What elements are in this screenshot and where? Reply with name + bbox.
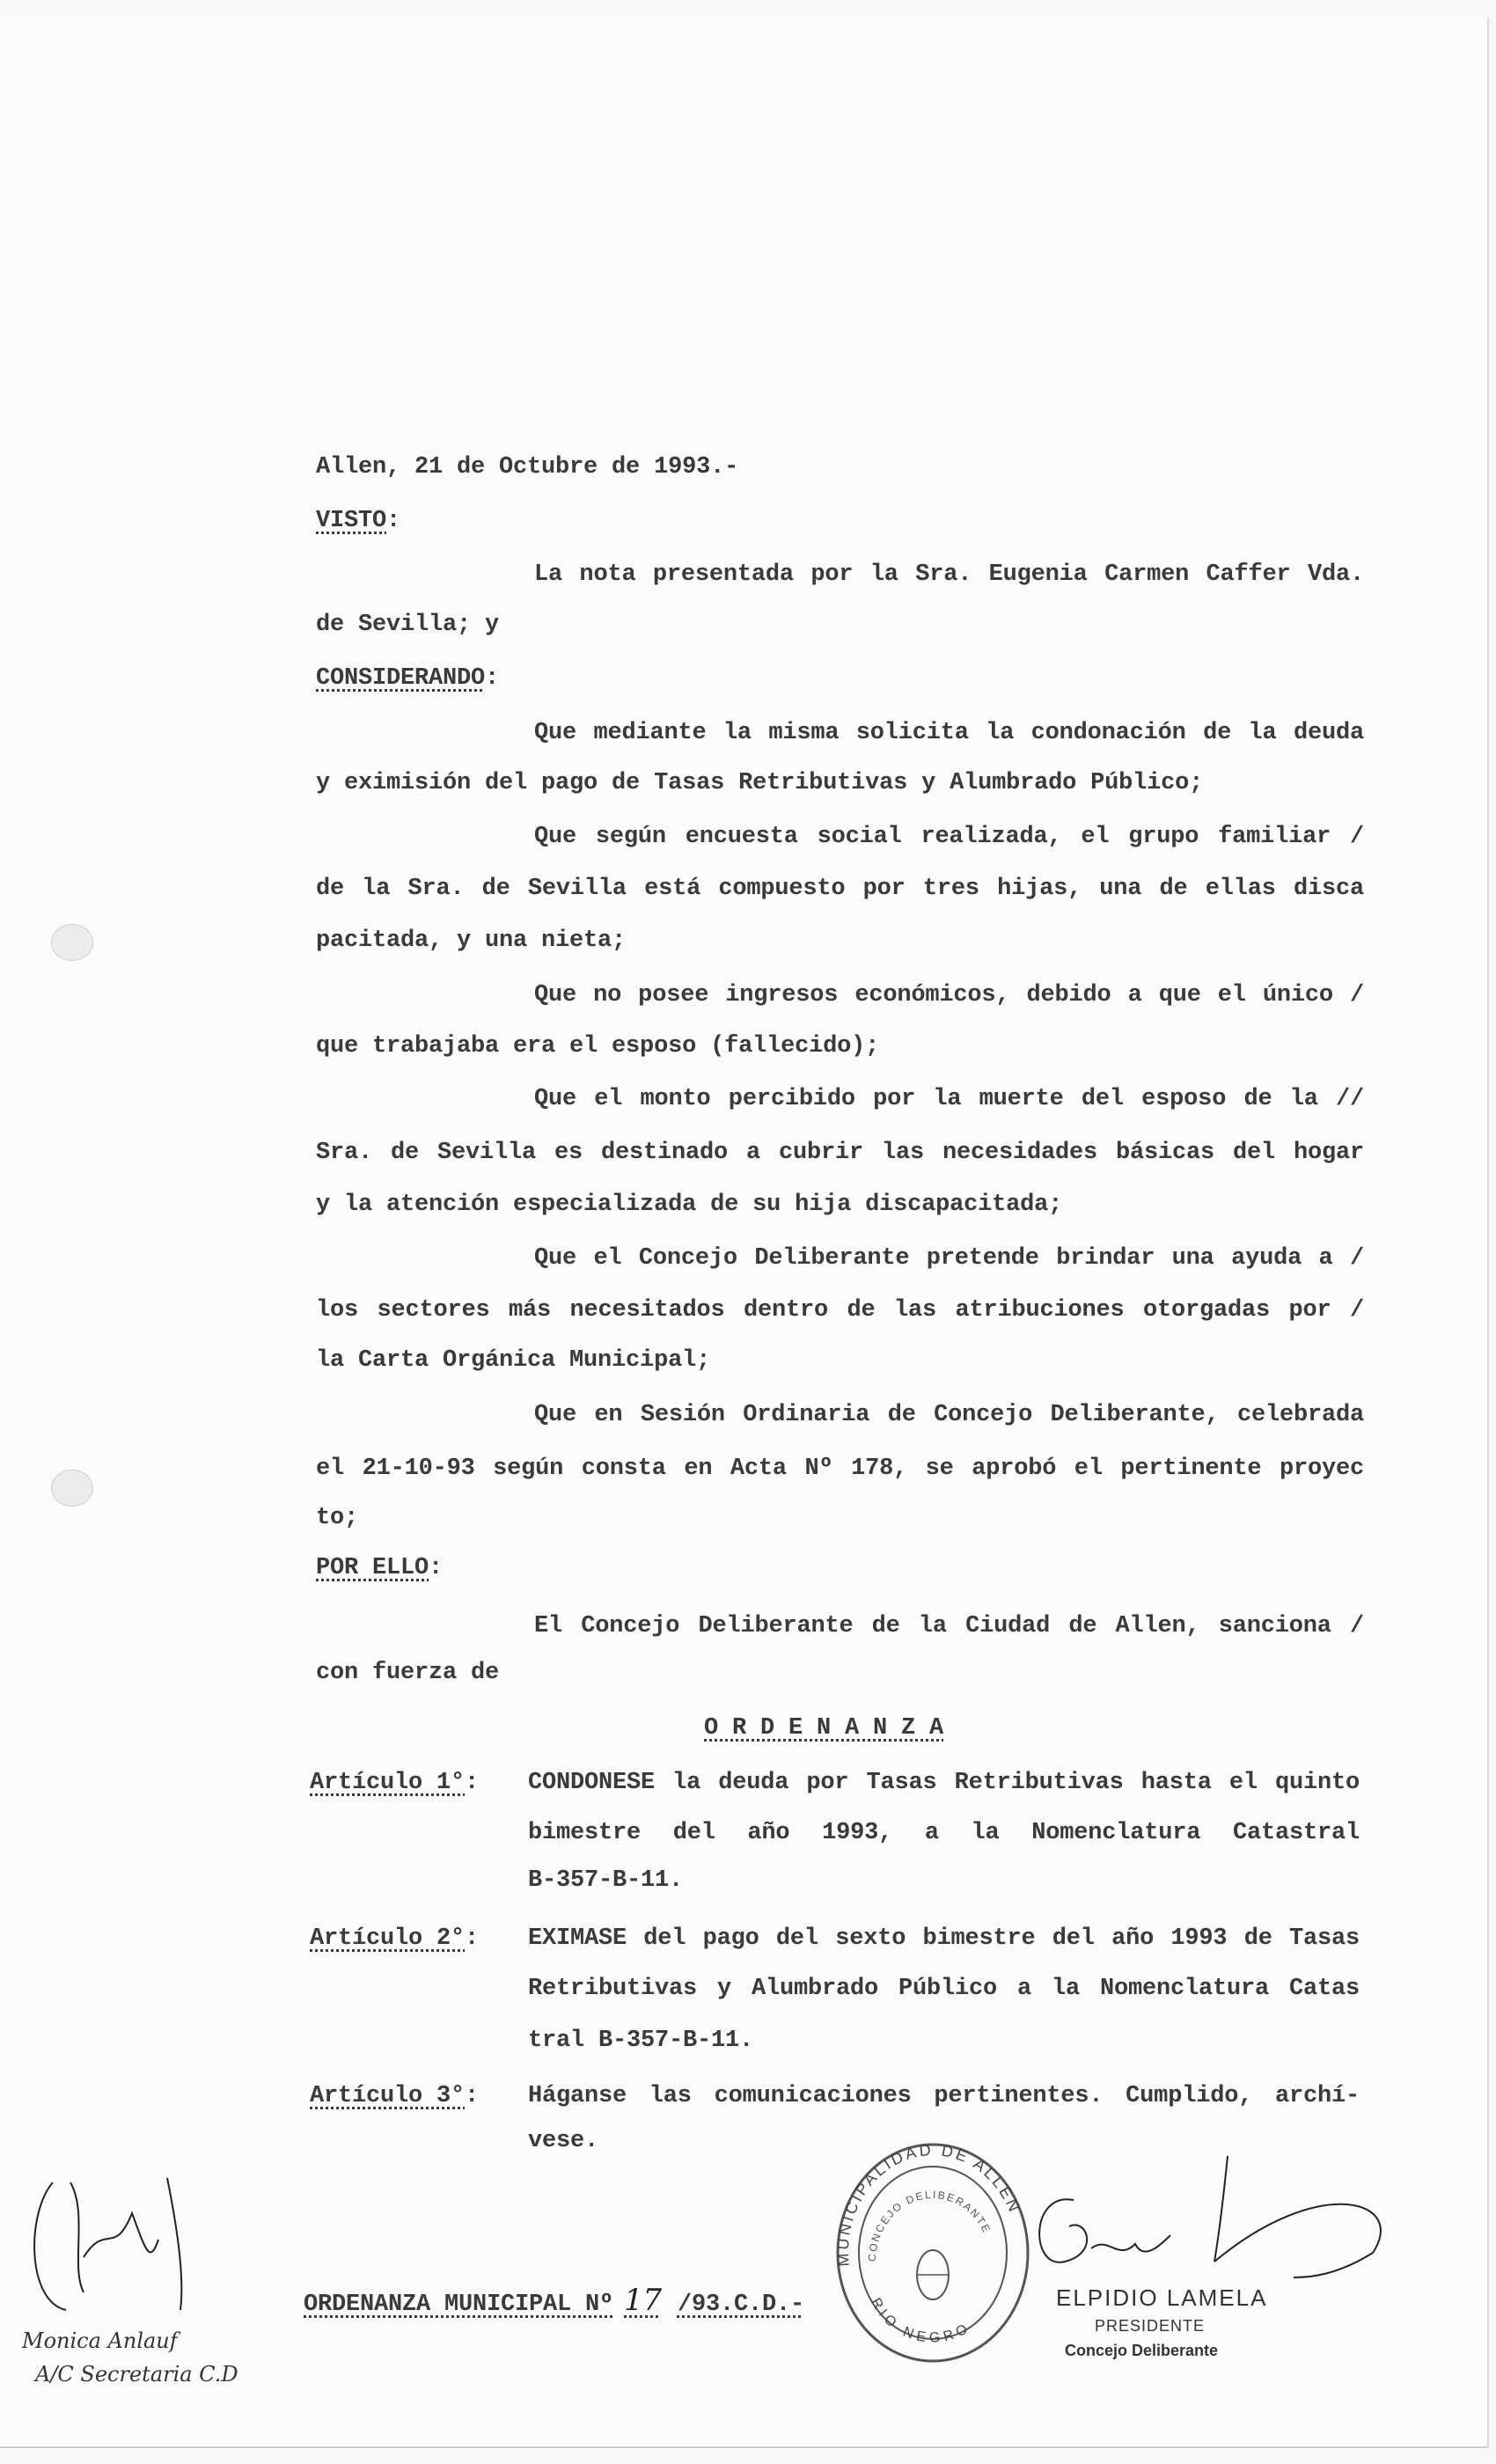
stamp-inner-text: CONCEJO DELIBERANTE (865, 2188, 994, 2262)
body-line: y la atención especializada de su hija discapacitada; (316, 1192, 1063, 1218)
body-line: los sectores más necesitados dentro de las atribuciones otorgadas por / (316, 1297, 1364, 1324)
body-line: to; (316, 1505, 359, 1531)
stamp-bottom-text: RIO NEGRO (868, 2295, 974, 2346)
ordinance-number-number: 17 (624, 2283, 662, 2318)
body-line: de la Sra. de Sevilla está compuesto por tres hijas, una de ellas disca (316, 876, 1364, 902)
ordenanza-heading: O R D E N A N Z A (704, 1715, 944, 1742)
body-line: que trabajaba era el esposo (fallecido); (316, 1033, 880, 1060)
punch-hole (51, 1470, 93, 1507)
body-line: Que según encuesta social realizada, el grupo familiar / (534, 824, 1364, 850)
article-line: vese. (528, 2128, 599, 2154)
visto-heading-label: VISTO (316, 508, 387, 534)
body-line: La nota presentada por la Sra. Eugenia Carmen Caffer Vda. (534, 561, 1364, 588)
article-2-heading-label: Artículo 2° (310, 1925, 466, 1952)
article-line: Háganse las comunicaciones pertinentes. Cumplido, archí- (528, 2083, 1360, 2109)
article-line: tral B-357-B-11. (528, 2028, 754, 2054)
body-line: el 21-10-93 según consta en Acta Nº 178, se aprobó el pertinente proyec (316, 1456, 1364, 1482)
por-ello-heading: POR ELLO: (316, 1555, 444, 1581)
article-line: B-357-B-11. (528, 1867, 684, 1894)
considerando-heading: CONSIDERANDO: (316, 665, 500, 692)
article-line: Retributivas y Alumbrado Público a la Nomenclatura Catas (528, 1976, 1360, 2002)
ordinance-number (304, 2283, 804, 2319)
body-line: Que el Concejo Deliberante pretende brindar una ayuda a / (534, 1245, 1364, 1272)
body-line: y eximisión del pago de Tasas Retributivas y Alumbrado Público; (316, 770, 1204, 796)
body-line: Sra. de Sevilla es destinado a cubrir las necesidades básicas del hogar (316, 1140, 1364, 1166)
right-signature-title: PRESIDENTE (1095, 2317, 1206, 2335)
body-line: Que mediante la misma solicita la condonación de la deuda (534, 720, 1364, 746)
article-3-heading-label: Artículo 3° (310, 2083, 466, 2109)
body-line: Que no posee ingresos económicos, debido a que el único / (534, 982, 1364, 1008)
right-signature-body: Concejo Deliberante (1065, 2342, 1219, 2359)
municipal-stamp (833, 2140, 1030, 2363)
right-signature-scribble (1030, 2147, 1452, 2279)
considerando-heading-label: CONSIDERANDO (316, 665, 486, 692)
right-signature-name: ELPIDIO LAMELA (1056, 2284, 1268, 2311)
body-line: Que el monto percibido por la muerte del esposo de la // (534, 1086, 1364, 1112)
article-line: CONDONESE la deuda por Tasas Retributivas hasta el quinto (528, 1770, 1360, 1796)
stamp-outer-text: MUNICIPALIDAD DE ALLEN (833, 2140, 1024, 2268)
article-line: bimestre del año 1993, a la Nomenclatura Catastral (528, 1820, 1360, 1846)
article-1-heading: Artículo 1°: (310, 1770, 480, 1796)
visto-heading: VISTO: (316, 508, 401, 534)
ordinance-number-prefix: ORDENANZA MUNICIPAL Nº (304, 2292, 614, 2318)
date-line: Allen, 21 de Octubre de 1993.- (316, 454, 739, 480)
article-1-heading-label: Artículo 1° (310, 1770, 466, 1796)
left-signature-scribble (26, 2178, 202, 2319)
body-line: la Carta Orgánica Municipal; (316, 1347, 711, 1374)
punch-hole (51, 924, 93, 961)
body-line: de Sevilla; y (316, 612, 500, 638)
left-signature-title: A/C Secretaria C.D (35, 2362, 238, 2387)
body-line: con fuerza de (316, 1660, 500, 1686)
article-3-heading: Artículo 3°: (310, 2083, 480, 2109)
body-line: pacitada, y una nieta; (316, 928, 627, 954)
article-2-heading: Artículo 2°: (310, 1925, 480, 1952)
body-line: El Concejo Deliberante de la Ciudad de Allen, sanciona / (534, 1613, 1364, 1639)
ordinance-number-suffix: /93.C.D.- (677, 2292, 804, 2318)
por-ello-heading-label: POR ELLO (316, 1555, 429, 1581)
body-line: Que en Sesión Ordinaria de Concejo Deliberante, celebrada (534, 1402, 1364, 1428)
left-signature-name: Monica Anlauf (22, 2328, 178, 2353)
article-line: EXIMASE del pago del sexto bimestre del año 1993 de Tasas (528, 1925, 1360, 1952)
